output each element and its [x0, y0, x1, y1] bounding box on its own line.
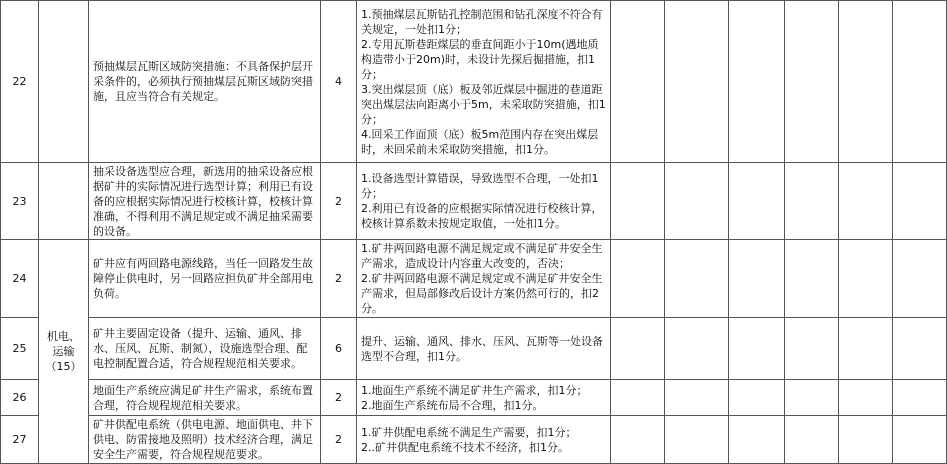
empty-cell	[611, 318, 665, 380]
table-row	[1, 416, 947, 464]
empty-cell	[785, 163, 839, 240]
empty-cell	[729, 416, 785, 464]
empty-cell	[611, 1, 665, 163]
score-cell: 2	[321, 240, 357, 318]
empty-cell	[729, 318, 785, 380]
table-row	[1, 163, 947, 240]
empty-cell	[839, 1, 893, 163]
empty-cell	[665, 163, 729, 240]
row-number: 22	[1, 1, 39, 163]
empty-cell	[729, 163, 785, 240]
table-row	[1, 380, 947, 416]
empty-cell	[785, 240, 839, 318]
score-cell: 2	[321, 416, 357, 464]
empty-cell	[665, 380, 729, 416]
criteria-cell: 1.设备选型计算错误，导致选型不合理，一处扣1分； 2.利用已有设备的应根据实际情况进行校核计算，校核计算系数未按规定取值，一处扣1分。	[357, 163, 611, 240]
table-row	[1, 318, 947, 380]
requirement-cell: 地面生产系统应满足矿井生产需求，系统布置合理，符合规程规范相关要求。	[89, 380, 321, 416]
row-number: 25	[1, 318, 39, 380]
score-cell: 2	[321, 163, 357, 240]
empty-cell	[785, 318, 839, 380]
score-cell: 4	[321, 1, 357, 163]
empty-cell	[839, 380, 893, 416]
score-cell: 6	[321, 318, 357, 380]
empty-cell	[729, 240, 785, 318]
criteria-cell: 1.矿井两回路电源不满足规定或不满足矿井安全生产需求，造成设计内容重大改变的，否决； 2.矿井两回路电源不满足规定或不满足矿井安全生产需求，但局部修改后设计方案仍然可行的，扣2分。	[357, 240, 611, 318]
requirement-cell: 矿井供配电系统（供电电源、地面供电、井下供电、防雷接地及照明）技术经济合理，满足安全生产需要，符合规程规范要求。	[89, 416, 321, 464]
empty-cell	[893, 380, 947, 416]
table-row	[1, 1, 947, 163]
empty-cell	[611, 163, 665, 240]
table-row	[1, 240, 947, 318]
empty-cell	[611, 380, 665, 416]
empty-cell	[665, 318, 729, 380]
category-cell-empty	[39, 1, 89, 163]
empty-cell	[839, 318, 893, 380]
requirement-cell: 抽采设备选型应合理，新选用的抽采设备应根据矿井的实际情况进行选型计算；利用已有设备的应根据实际情况进行校核计算，校核计算准确，不得利用不满足规定或不满足抽采需要的设备。	[89, 163, 321, 240]
row-number: 26	[1, 380, 39, 416]
empty-cell	[839, 416, 893, 464]
criteria-cell: 提升、运输、通风、排水、压风、瓦斯等一处设备选型不合理，扣1分。	[357, 318, 611, 380]
empty-cell	[665, 240, 729, 318]
criteria-cell: 1.矿井供配电系统不满足生产需要，扣1分； 2..矿井供配电系统不技术不经济，扣1分。	[357, 416, 611, 464]
empty-cell	[839, 163, 893, 240]
row-number: 24	[1, 240, 39, 318]
empty-cell	[785, 1, 839, 163]
requirement-cell: 预抽煤层瓦斯区域防突措施：不具备保护层开采条件的，必须执行预抽煤层瓦斯区域防突措施，且应当符合有关规定。	[89, 1, 321, 163]
empty-cell	[729, 380, 785, 416]
criteria-cell: 1.预抽煤层瓦斯钻孔控制范围和钻孔深度不符合有关规定，一处扣1分； 2.专用瓦斯巷距煤层的垂直间距小于10m(遇地质构造带小于20m)时，未设计先探后掘措施，扣1分； 3.突出煤层顶（底）板及邻近煤层中掘进的巷道距突出煤层法向距离小于5m，未采取防突措施，扣1分； 4.回采工作面顶（底）板5m范围内存在突出煤层时，未回采前未采取防突措施，扣1分。	[357, 1, 611, 163]
empty-cell	[893, 318, 947, 380]
empty-cell	[729, 1, 785, 163]
category-cell: 机电、 运输 （15）	[39, 240, 89, 464]
row-number: 27	[1, 416, 39, 464]
empty-cell	[893, 416, 947, 464]
empty-cell	[839, 240, 893, 318]
empty-cell	[665, 416, 729, 464]
score-cell: 2	[321, 380, 357, 416]
category-cell-empty	[39, 163, 89, 240]
empty-cell	[893, 1, 947, 163]
empty-cell	[893, 240, 947, 318]
empty-cell	[665, 1, 729, 163]
empty-cell	[611, 240, 665, 318]
empty-cell	[785, 380, 839, 416]
empty-cell	[893, 163, 947, 240]
requirement-cell: 矿井主要固定设备（提升、运输、通风、排水、压风、瓦斯、制氮），设施选型合理、配电控制配置合适，符合规程规范相关要求。	[89, 318, 321, 380]
criteria-cell: 1.地面生产系统不满足矿井生产需求，扣1分； 2.地面生产系统布局不合理，扣1分。	[357, 380, 611, 416]
row-number: 23	[1, 163, 39, 240]
empty-cell	[785, 416, 839, 464]
empty-cell	[611, 416, 665, 464]
requirement-cell: 矿井应有两回路电源线路，当任一回路发生故障停止供电时，另一回路应担负矿井全部用电负荷。	[89, 240, 321, 318]
